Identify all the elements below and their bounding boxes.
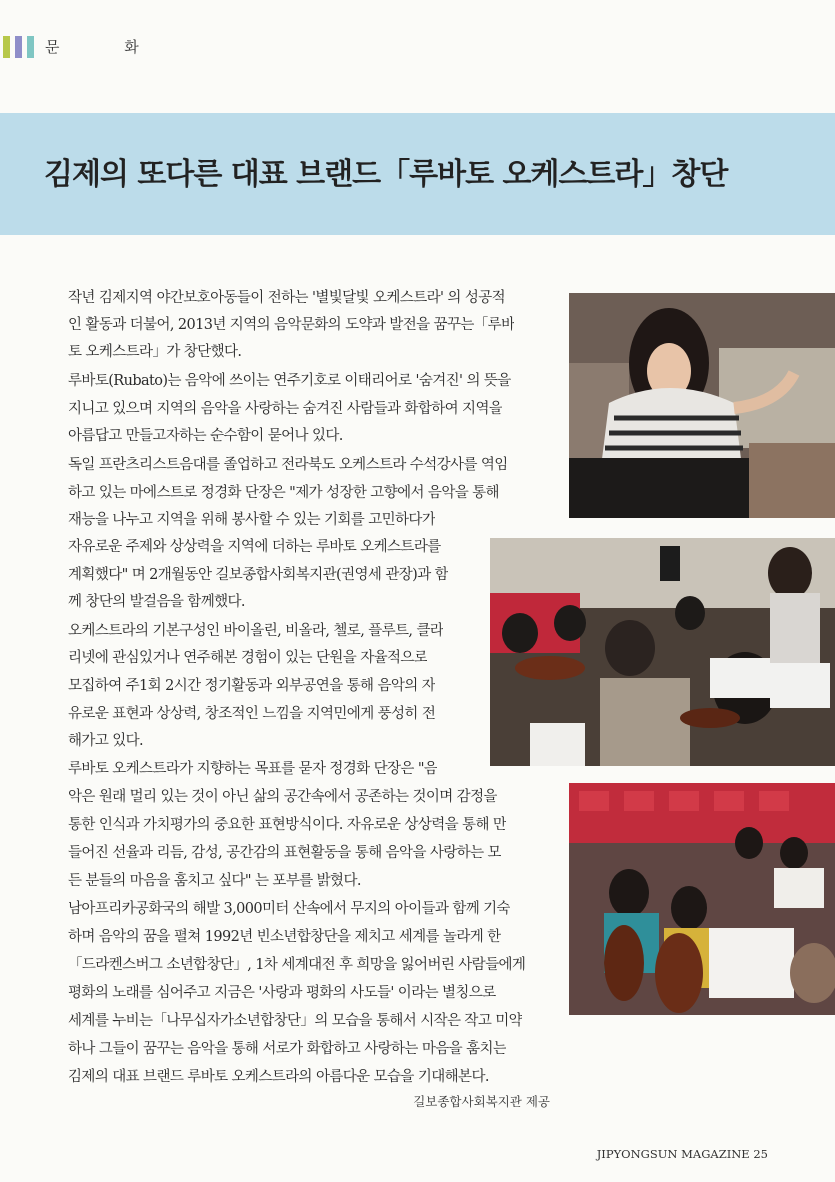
body-line: 하며 음악의 꿈을 펼쳐 1992년 빈소년합창단을 제치고 세계를 놀라게 한 xyxy=(68,929,501,945)
body-line: 계획했다" 며 2개월동안 길보종합사회복지관(권영세 관장)과 함 xyxy=(68,567,449,583)
body-line: 세계를 누비는「나무십자가소년합창단」의 모습을 통해서 시작은 작고 미약 xyxy=(68,1013,523,1029)
body-line: 하고 있는 마에스트로 정경화 단장은 "제가 성장한 고향에서 음악을 통해 xyxy=(68,485,499,501)
body-line: 들어진 선율과 리듬, 감성, 공간감의 표현활동을 통해 음악을 사랑하는 모 xyxy=(68,845,501,861)
body-line: 해가고 있다. xyxy=(68,733,144,749)
body-line: 모집하여 주1회 2시간 정기활동과 외부공연을 통해 음악의 자 xyxy=(68,678,436,694)
body-line: 김제의 대표 브랜드 루바토 오케스트라의 아름다운 모습을 기대해본다. xyxy=(68,1069,489,1085)
body-line: 리넷에 관심있거나 연주해본 경험이 있는 단원을 자율적으로 xyxy=(68,650,428,666)
body-line: 악은 원래 멀리 있는 것이 아닌 삶의 공간속에서 공존하는 것이며 감정을 xyxy=(68,789,497,805)
body-line: 통한 인식과 가치평가의 중요한 표현방식이다. 자유로운 상상력을 통해 만 xyxy=(68,817,507,833)
body-line: 인 활동과 더불어, 2013년 지역의 음악문화의 도약과 발전을 꿈꾸는「루바 xyxy=(68,317,515,333)
body-line: 토 오케스트라」가 창단했다. xyxy=(68,344,242,360)
body-line: 「드라켄스버그 소년합창단」, 1차 세계대전 후 희망을 잃어버린 사람들에게 xyxy=(68,957,526,973)
body-line: 독일 프란츠리스트음대를 졸업하고 전라북도 오케스트라 수석강사를 역임 xyxy=(68,457,508,473)
body-line: 자유로운 주제와 상상력을 지역에 더하는 루바토 오케스트라를 xyxy=(68,539,441,555)
body-line: 든 분들의 마음을 훔치고 싶다" 는 포부를 밝혔다. xyxy=(68,873,361,889)
body-line: 남아프리카공화국의 해발 3,000미터 산속에서 무지의 아이들과 함께 기숙 xyxy=(68,901,510,917)
cello-section-photo xyxy=(569,783,835,1015)
article-title: 김제의 또다른 대표 브랜드「루바토 오케스트라」창단 xyxy=(44,157,728,192)
body-line: 께 창단의 발걸음을 함께했다. xyxy=(68,594,245,610)
photo-credit: 길보종합사회복지관 제공 xyxy=(413,1094,550,1109)
body-line: 평화의 노래를 심어주고 지금은 '사랑과 평화의 사도들' 이라는 별칭으로 xyxy=(68,985,496,1001)
body-line: 오케스트라의 기본구성인 바이올린, 비올라, 첼로, 플루트, 클라 xyxy=(68,623,444,639)
body-line: 루바토 오케스트라가 지향하는 목표를 묻자 정경화 단장은 "음 xyxy=(68,761,438,777)
orchestra-rehearsal-photo xyxy=(490,538,835,766)
body-line: 유로운 표현과 상상력, 창조적인 느낌을 지역민에게 풍성히 전 xyxy=(68,706,436,722)
conductor-photo xyxy=(569,293,835,518)
body-line: 아름답고 만들고자하는 순수함이 묻어나 있다. xyxy=(68,428,343,444)
body-line: 재능을 나누고 지역을 위해 봉사할 수 있는 기회를 고민하다가 xyxy=(68,512,436,528)
body-line: 루바토(Rubato)는 음악에 쓰이는 연주기호로 이태리어로 '숨겨진' 의 뜻을 xyxy=(68,373,511,389)
body-line: 하나 그들이 꿈꾸는 음악을 통해 서로가 화합하고 사랑하는 마음을 훔치는 xyxy=(68,1041,507,1057)
body-line: 지니고 있으며 지역의 음악을 사랑하는 숨겨진 사람들과 화합하여 지역을 xyxy=(68,401,503,417)
body-line: 작년 김제지역 야간보호아동들이 전하는 '별빛달빛 오케스트라' 의 성공적 xyxy=(68,290,506,306)
section-label: 문 화 xyxy=(45,38,169,56)
magazine-footer: JIPYONGSUN MAGAZINE 25 xyxy=(596,1147,768,1161)
